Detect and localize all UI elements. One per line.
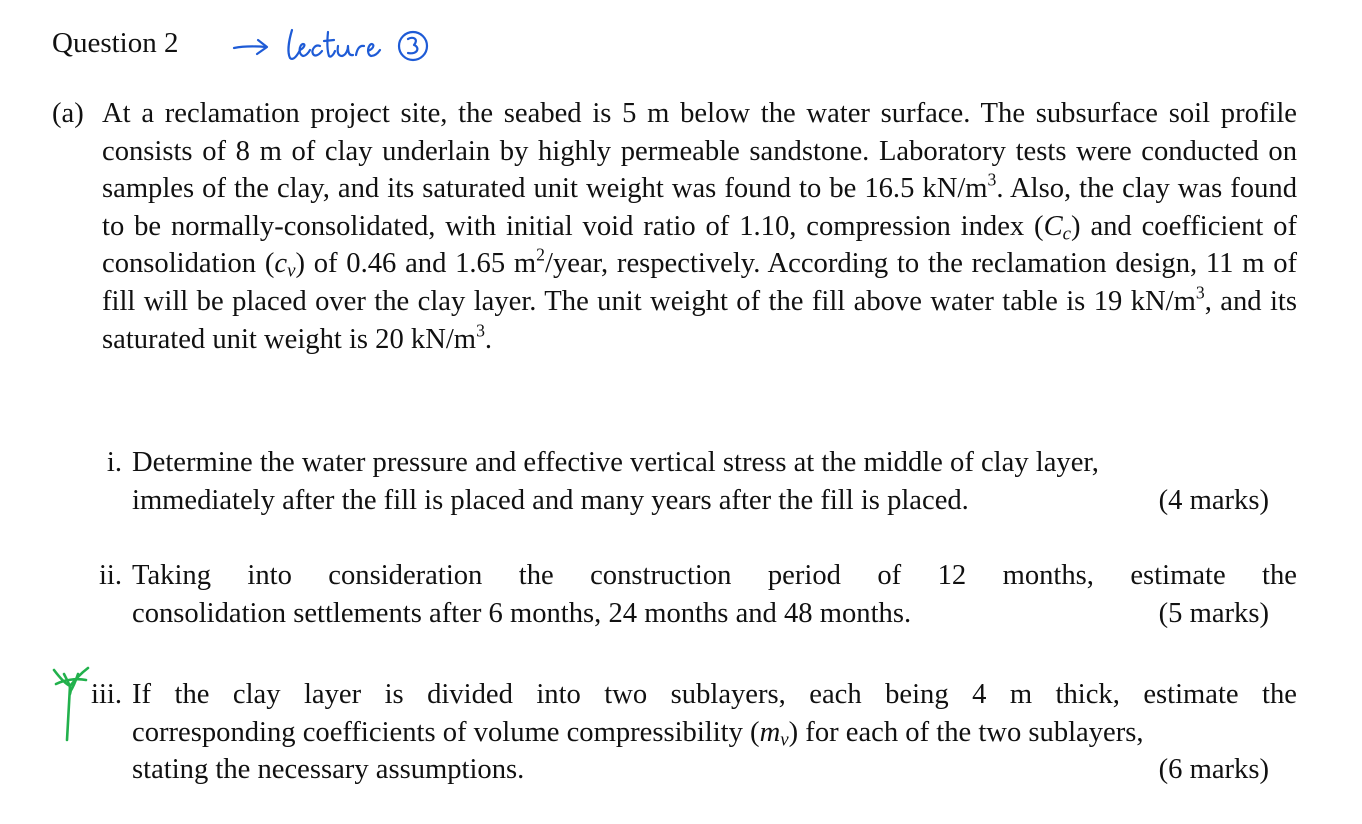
- superscript: 3: [1195, 282, 1205, 303]
- marks-label: (4 marks): [1158, 484, 1269, 516]
- part-a-text-1: At a reclamation project site, the seabed is 5 m below the water surface. The subsurface soil profile consists of 8 m of clay underlain by highly permeable sandstone. Laboratory tests were conducted on samples of the clay, and its saturated unit weight was found to be 16.5 kN/m: [102, 98, 1297, 205]
- sub-question-ii: [52, 557, 1297, 632]
- superscript: 2: [536, 244, 546, 265]
- circled-number-3: [399, 32, 427, 60]
- sub-question-ii-line2: consolidation settlements after 6 months, 24 months and 48 months.: [132, 597, 912, 629]
- volume-compressibility-symbol: m: [759, 716, 781, 748]
- sub-question-iii-line2: [132, 714, 1297, 752]
- sub-question-iii-line3: stating the necessary assumptions.: [132, 754, 525, 786]
- handwritten-annotation: [232, 24, 447, 72]
- sub-question-iii: [52, 676, 1297, 789]
- sub-question-iii-number: iii.: [91, 679, 122, 710]
- green-check-icon: [50, 664, 92, 744]
- part-a-text-4: ) of 0.46 and 1.65 m: [295, 248, 537, 280]
- part-a-text-7: .: [484, 323, 493, 355]
- sub-question-iii-line2-end: ) for each of the two sublayers,: [788, 716, 1144, 748]
- sub-question-i: [52, 444, 1297, 519]
- sub-question-ii-line1: Taking into consideration the construction period of 12 months, estimate the: [132, 560, 1297, 591]
- consolidation-coefficient-symbol: c: [274, 248, 288, 280]
- part-a-text-2: . Also, the clay was found to be normally-consolidated, with initial void ratio of 1.10, compression index (: [102, 173, 1297, 242]
- sub-question-iii-line2-start: corresponding coefficients of volume compressibility (: [132, 716, 760, 748]
- sub-question-i-line2: immediately after the fill is placed and many years after the fill is placed.: [132, 484, 969, 516]
- part-a: [52, 95, 1297, 358]
- sub-question-i-number: i.: [106, 447, 122, 478]
- marks-label: (5 marks): [1158, 597, 1269, 629]
- question-title: Question 2: [52, 27, 179, 59]
- sub-question-ii-number: ii.: [98, 560, 122, 591]
- superscript: 3: [987, 169, 997, 190]
- part-a-text-3: ) and coefficient of consolidation (: [102, 210, 1297, 280]
- part-a-label: (a): [52, 98, 84, 129]
- subscript: c: [1062, 223, 1072, 245]
- marks-label: (6 marks): [1158, 754, 1269, 786]
- handwritten-lecture-text: [289, 30, 380, 59]
- subscript: v: [780, 729, 789, 751]
- subscript: v: [287, 261, 296, 283]
- superscript: 3: [476, 320, 485, 341]
- compression-index-symbol: C: [1043, 210, 1063, 242]
- sub-question-iii-line1: If the clay layer is divided into two sublayers, each being 4 m thick, estimate the: [132, 679, 1297, 710]
- arrow-icon: [234, 40, 267, 54]
- part-a-text-6: , and its saturated unit weight is 20 kN/m: [102, 285, 1297, 355]
- sub-question-i-line1: Determine the water pressure and effective vertical stress at the middle of clay layer,: [132, 447, 1099, 478]
- part-a-text-5: /year, respectively. According to the reclamation design, 11 m of fill will be placed over the clay layer. The unit weight of the fill above water table is 19 kN/m: [102, 248, 1298, 317]
- part-a-text: [102, 95, 1297, 358]
